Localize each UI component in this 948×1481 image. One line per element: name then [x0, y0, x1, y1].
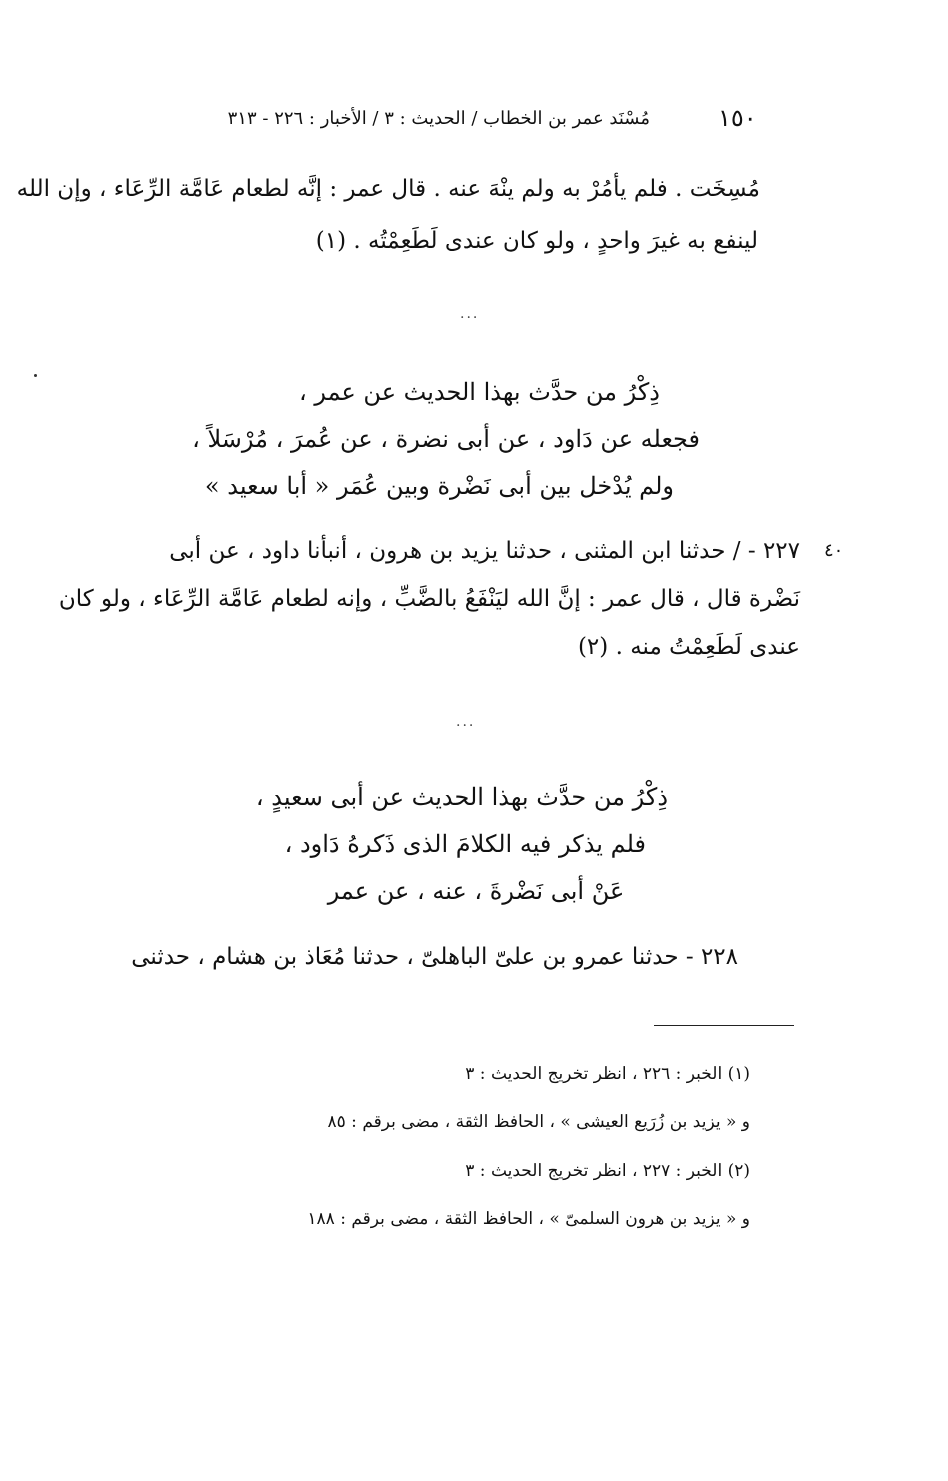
hadith-227-line-3: عندى لَطَعِمْتُ منه . (٢) — [577, 634, 800, 660]
heading-2-line-2: فلم يذكر فيه الكلامَ الذى ذَكرهُ دَاود ، — [284, 830, 646, 858]
hadith-227-line-2: نَضْرة قال ، قال عمر : إنَّ الله ليَنْفَعُ بالضَّبِّ ، وإنه لطعام عَامَّة الرِّعَاء ، ولو كان — [58, 586, 800, 612]
heading-1-line-1: ذِكْرُ من حدَّث بهذا الحديث عن عمر ، — [298, 378, 660, 406]
hadith-228-line-1: ٢٢٨ - حدثنا عمرو بن علىّ الباهلىّ ، حدثنا مُعَاذ بن هشام ، حدثنى — [131, 944, 738, 970]
footnote-1-line-2: و « يزيد بن زُرَيع العيشى » ، الحافظ الثقة ، مضى برقم : ٨٥ — [327, 1112, 750, 1132]
heading-1-line-2: فجعله عن دَاود ، عن أبى نضرة ، عن عُمرَ ، مُرْسَلاً ، — [192, 425, 700, 453]
footnote-2-line-1: (٢) الخبر : ٢٢٧ ، انظر تخريج الحديث : ٣ — [465, 1161, 750, 1181]
footnote-rule — [654, 1025, 794, 1026]
heading-2-line-3: عَنْ أبى نَضْرةَ ، عنه ، عن عمر — [327, 877, 625, 905]
margin-number: ٤٠ — [824, 540, 844, 561]
hadith-227-line-1: ٢٢٧ - / حدثنا ابن المثنى ، حدثنا يزيد بن هرون ، أنبأنا داود ، عن أبى — [169, 538, 800, 564]
separator-dots: ... — [460, 306, 480, 322]
scan-speck — [34, 374, 37, 377]
heading-2-line-1: ذِكْرُ من حدَّث بهذا الحديث عن أبى سعيدٍ ، — [255, 783, 668, 811]
footnote-2-line-2: و « يزيد بن هرون السلمىّ » ، الحافظ الثقة ، مضى برقم : ١٨٨ — [307, 1209, 750, 1229]
separator-dots-2: ... — [456, 714, 476, 730]
running-title: مُسْنَد عمر بن الخطاب / الحديث : ٣ / الأخبار : ٢٢٦ - ٣١٣ — [227, 108, 650, 129]
top-paragraph-line-1: مُسِخَت . فلم يأمُرْ به ولم ينْهَ عنه . قال عمر : إنَّه لطعام عَامَّة الرِّعَاء ، وإن الله — [16, 176, 760, 202]
footnote-1-line-1: (١) الخبر : ٢٢٦ ، انظر تخريج الحديث : ٣ — [465, 1064, 750, 1084]
top-paragraph-line-2: لينفع به غيرَ واحدٍ ، ولو كان عندى لَطَعِمْتُه . (١) — [315, 228, 758, 254]
heading-1-line-3: ولم يُدْخل بين أبى نَضْرة وبين عُمَر « أبا سعيد » — [204, 472, 674, 500]
page-number: ١٥٠ — [718, 104, 757, 132]
